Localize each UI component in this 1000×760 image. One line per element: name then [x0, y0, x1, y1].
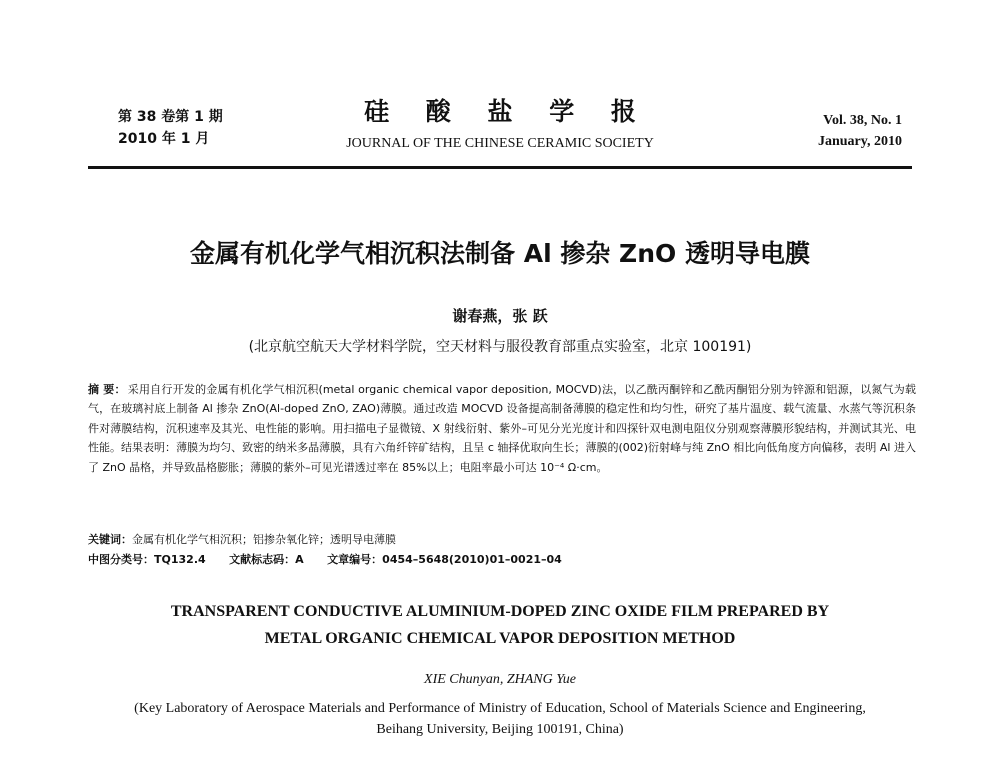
title-en-line-2: METAL ORGANIC CHEMICAL VAPOR DEPOSITION METHOD	[264, 630, 736, 647]
abstract-text: 采用自行开发的金属有机化学气相沉积(metal organic chemical vapor deposition, MOCVD)法，以乙酰丙酮锌和乙酰丙酮铝分别为锌源和铝源，以氮气为载气，在玻璃衬底上制备 Al 掺杂 ZnO(Al-doped ZnO, ZAO)薄膜。通过改造 MOCVD 设备提高制备薄膜的稳定性和均匀性，研究了基片温度、载气流量、水蒸气等沉积条件对薄膜结构，沉积速率及其光、电性能的影响。用扫描电子显微镜、X 射线衍射、紫外–可见分光光度计和四探针双电测电阻仪分别观察薄膜形貌结构，并测试其光、电性能。结果表明：薄膜为均匀、致密的纳米多晶薄膜，具有六角纤锌矿结构，且呈 c 轴择优取向生长；薄膜的(002)衍射峰与纯 ZnO 相比向低角度方向偏移，表明 Al 进入了 ZnO 晶格，并导致晶格膨胀；薄膜的紫外–可见光谱透过率在 85%以上；电阻率最小可达 10⁻⁴ Ω·cm。	[88, 383, 916, 474]
date-cn: 2010 年 1 月	[118, 131, 210, 147]
header-divider	[88, 166, 912, 169]
doc-code-label: 文献标志码：	[229, 553, 296, 566]
header-right	[818, 110, 902, 152]
date-en: January, 2010	[817, 134, 902, 149]
header-left	[118, 106, 223, 150]
abstract-label: 摘 要：	[88, 383, 126, 396]
article-no-value: 0454–5648(2010)01–0021–04	[382, 553, 562, 566]
article-title-cn: 金属有机化学气相沉积法制备 Al 掺杂 ZnO 透明导电膜	[190, 239, 810, 268]
keywords-block	[88, 530, 916, 570]
affiliation-en: (Key Laboratory of Aerospace Materials and Performance of Ministry of Education, School of Materials Science and Engineering, Beihang University, Beijing 100191, China)	[134, 701, 866, 737]
doc-code-value: A	[295, 553, 304, 566]
keywords-text: 金属有机化学气相沉积；铝掺杂氧化锌；透明导电薄膜	[132, 533, 396, 546]
abstract-cn	[88, 380, 916, 477]
article-no-label: 文章编号：	[327, 553, 383, 566]
clc-label: 中图分类号：	[88, 553, 154, 566]
keywords-row	[88, 530, 916, 550]
keywords-label: 关键词：	[88, 533, 132, 546]
authors-en: XIE Chunyan, ZHANG Yue	[424, 672, 576, 687]
title-en-line-1: TRANSPARENT CONDUCTIVE ALUMINIUM-DOPED ZINC OXIDE FILM PREPARED BY	[170, 603, 830, 620]
article-title-en	[0, 598, 1000, 652]
doc-code-field	[229, 553, 304, 566]
clc-value: TQ132.4	[154, 553, 206, 566]
volume-issue-en: Vol. 38, No. 1	[823, 113, 902, 128]
header-center	[300, 92, 700, 152]
clc-field	[88, 553, 206, 566]
article-no-field	[327, 553, 562, 566]
authors-cn: 谢春燕，张 跃	[452, 307, 548, 325]
volume-issue-cn: 第 38 卷第 1 期	[118, 109, 223, 125]
journal-name-cn: 硅 酸 盐 学 报	[364, 97, 650, 126]
classification-row	[88, 550, 916, 570]
affiliation-cn: (北京航空航天大学材料学院，空天材料与服役教育部重点实验室，北京 100191)	[248, 339, 752, 355]
journal-name-en: JOURNAL OF THE CHINESE CERAMIC SOCIETY	[346, 136, 654, 151]
